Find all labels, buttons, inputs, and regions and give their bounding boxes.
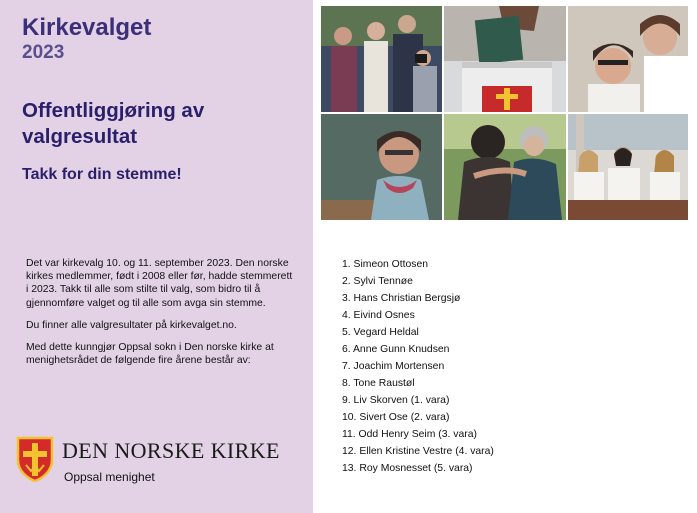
paragraph-results-link: Du finner alle valgresultater på kirkevalget.no. bbox=[26, 319, 237, 331]
list-item: 13. Roy Mosnesset (5. vara) bbox=[342, 463, 473, 474]
photo-applauding-crowd bbox=[321, 6, 442, 112]
photo-smiling-woman bbox=[321, 114, 442, 220]
paragraph-election-info: Det var kirkevalg 10. og 11. september 2023. Den norske kirkes medlemmer, født i 2008 eller før, hadde stemmerett i 2023. Takk til alle som stilte til valg, som bidro til å gjennomføre valget og til alle som avga sin stemme. bbox=[26, 258, 293, 309]
list-item: 8. Tone Raustøl bbox=[342, 378, 415, 389]
page-title: Offentliggjøring av valgresultat bbox=[22, 99, 205, 148]
photo-collage bbox=[321, 6, 688, 220]
list-item: 1. Simeon Ottosen bbox=[342, 259, 429, 270]
congregation-name: Oppsal menighet bbox=[64, 470, 155, 484]
list-item: 12. Ellen Kristine Vestre (4. vara) bbox=[342, 446, 494, 457]
list-item: 6. Anne Gunn Knudsen bbox=[342, 344, 450, 355]
brand-name: Kirkevalget bbox=[22, 14, 152, 41]
list-item: 4. Eivind Osnes bbox=[342, 310, 415, 321]
photo-embrace-outdoors bbox=[444, 114, 566, 220]
brand-year: 2023 bbox=[22, 42, 65, 63]
photo-youth-talking bbox=[568, 6, 688, 112]
list-item: 2. Sylvi Tennøe bbox=[342, 276, 413, 287]
photo-choir bbox=[568, 114, 688, 220]
list-item: 3. Hans Christian Bergsjø bbox=[342, 293, 461, 304]
list-item: 7. Joachim Mortensen bbox=[342, 361, 445, 372]
left-panel bbox=[0, 0, 313, 513]
list-item: 9. Liv Skorven (1. vara) bbox=[342, 395, 450, 406]
photo-ballot-box bbox=[444, 6, 566, 112]
brand bbox=[22, 14, 151, 64]
list-item: 11. Odd Henry Seim (3. vara) bbox=[342, 429, 477, 440]
list-item: 5. Vegard Heldal bbox=[342, 327, 419, 338]
logo-wordmark: DEN NORSKE KIRKE bbox=[62, 438, 280, 463]
list-item: 10. Sivert Ose (2. vara) bbox=[342, 412, 450, 423]
announcement-text bbox=[26, 257, 296, 376]
paragraph-council-intro: Med dette kunngjør Oppsal sokn i Den norske kirke at menighetsrådet de følgende fire årene består av: bbox=[26, 342, 274, 367]
church-cross-shield-icon bbox=[16, 436, 54, 482]
thanks-heading: Takk for din stemme! bbox=[22, 166, 182, 183]
council-members-list bbox=[342, 258, 494, 479]
